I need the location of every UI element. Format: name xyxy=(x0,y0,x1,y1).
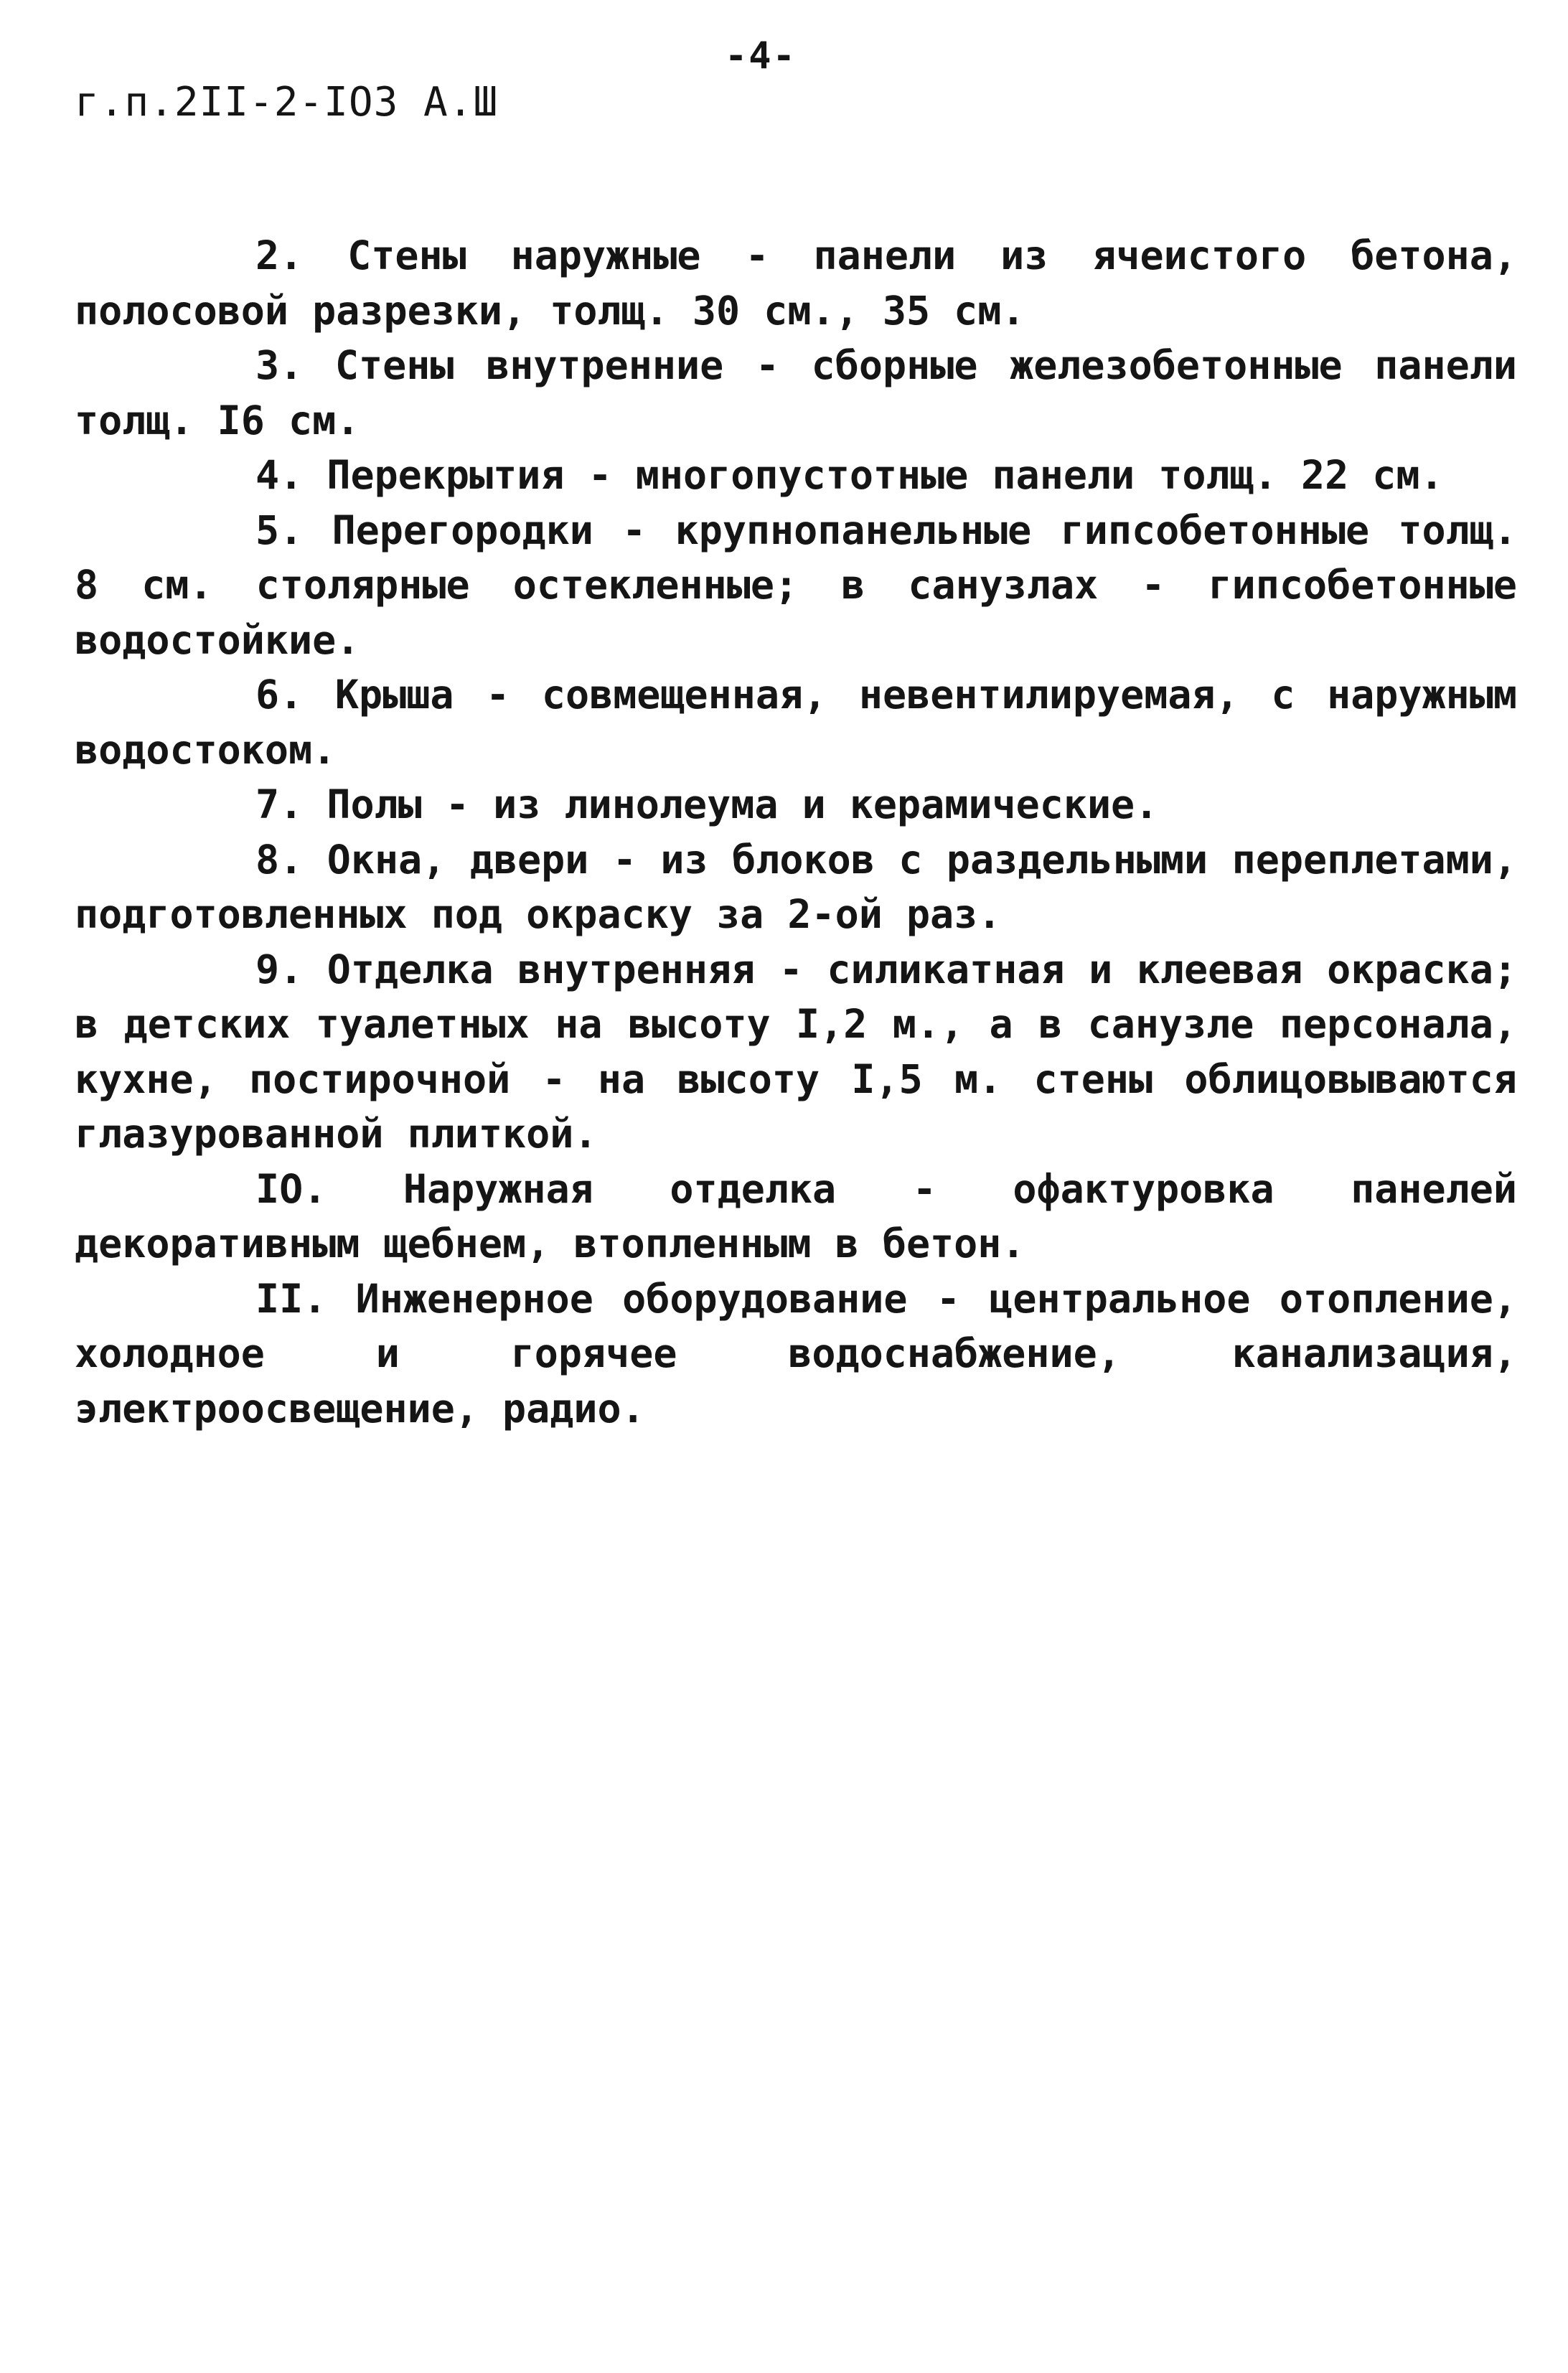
paragraph-floors-slabs: 4. Перекрытия - многопустотные панели толщ. 22 см. xyxy=(255,452,1444,498)
paragraph-roof: 6. Крыша - совмещенная, невентилируемая, с наружным водостоком. xyxy=(75,672,1517,773)
paragraph-windows-doors: 8. Окна, двери - из блоков с раздельными переплетами, подготовленных под окраску за 2-ой раз. xyxy=(75,836,1517,937)
specification-text xyxy=(75,228,1517,1436)
document-code: г.п.2II-2-IO3 А.Ш xyxy=(75,79,499,126)
paragraph-interior-finish: 9. Отделка внутренняя - силикатная и клеевая окраска; в детских туалетных на высоту I,2 м., а в санузле персонала, кухне, постирочной - на высоту I,5 м. стены облицовываются глазурованной плиткой. xyxy=(75,946,1517,1157)
paragraph-exterior-walls: 2. Стены наружные - панели из ячеистого бетона, полосовой разрезки, толщ. 30 см., 35 см. xyxy=(75,232,1517,334)
paragraph-flooring: 7. Полы - из линолеума и керамические. xyxy=(255,781,1159,827)
page-number: -4- xyxy=(725,34,797,77)
paragraph-engineering: II. Инженерное оборудование - центральное отопление, холодное и горячее водоснабжение, канализация, электроосвещение, радио. xyxy=(75,1275,1517,1432)
paragraph-partitions: 5. Перегородки - крупнопанельные гипсобетонные толщ. 8 см. столярные остекленные; в санузлах - гипсобетонные водостойкие. xyxy=(75,507,1517,663)
paragraph-exterior-finish: IO. Наружная отделка - офактуровка панелей декоративным щебнем, втопленным в бетон. xyxy=(75,1165,1517,1267)
paragraph-interior-walls: 3. Стены внутренние - сборные железобетонные панели толщ. I6 см. xyxy=(75,342,1517,443)
